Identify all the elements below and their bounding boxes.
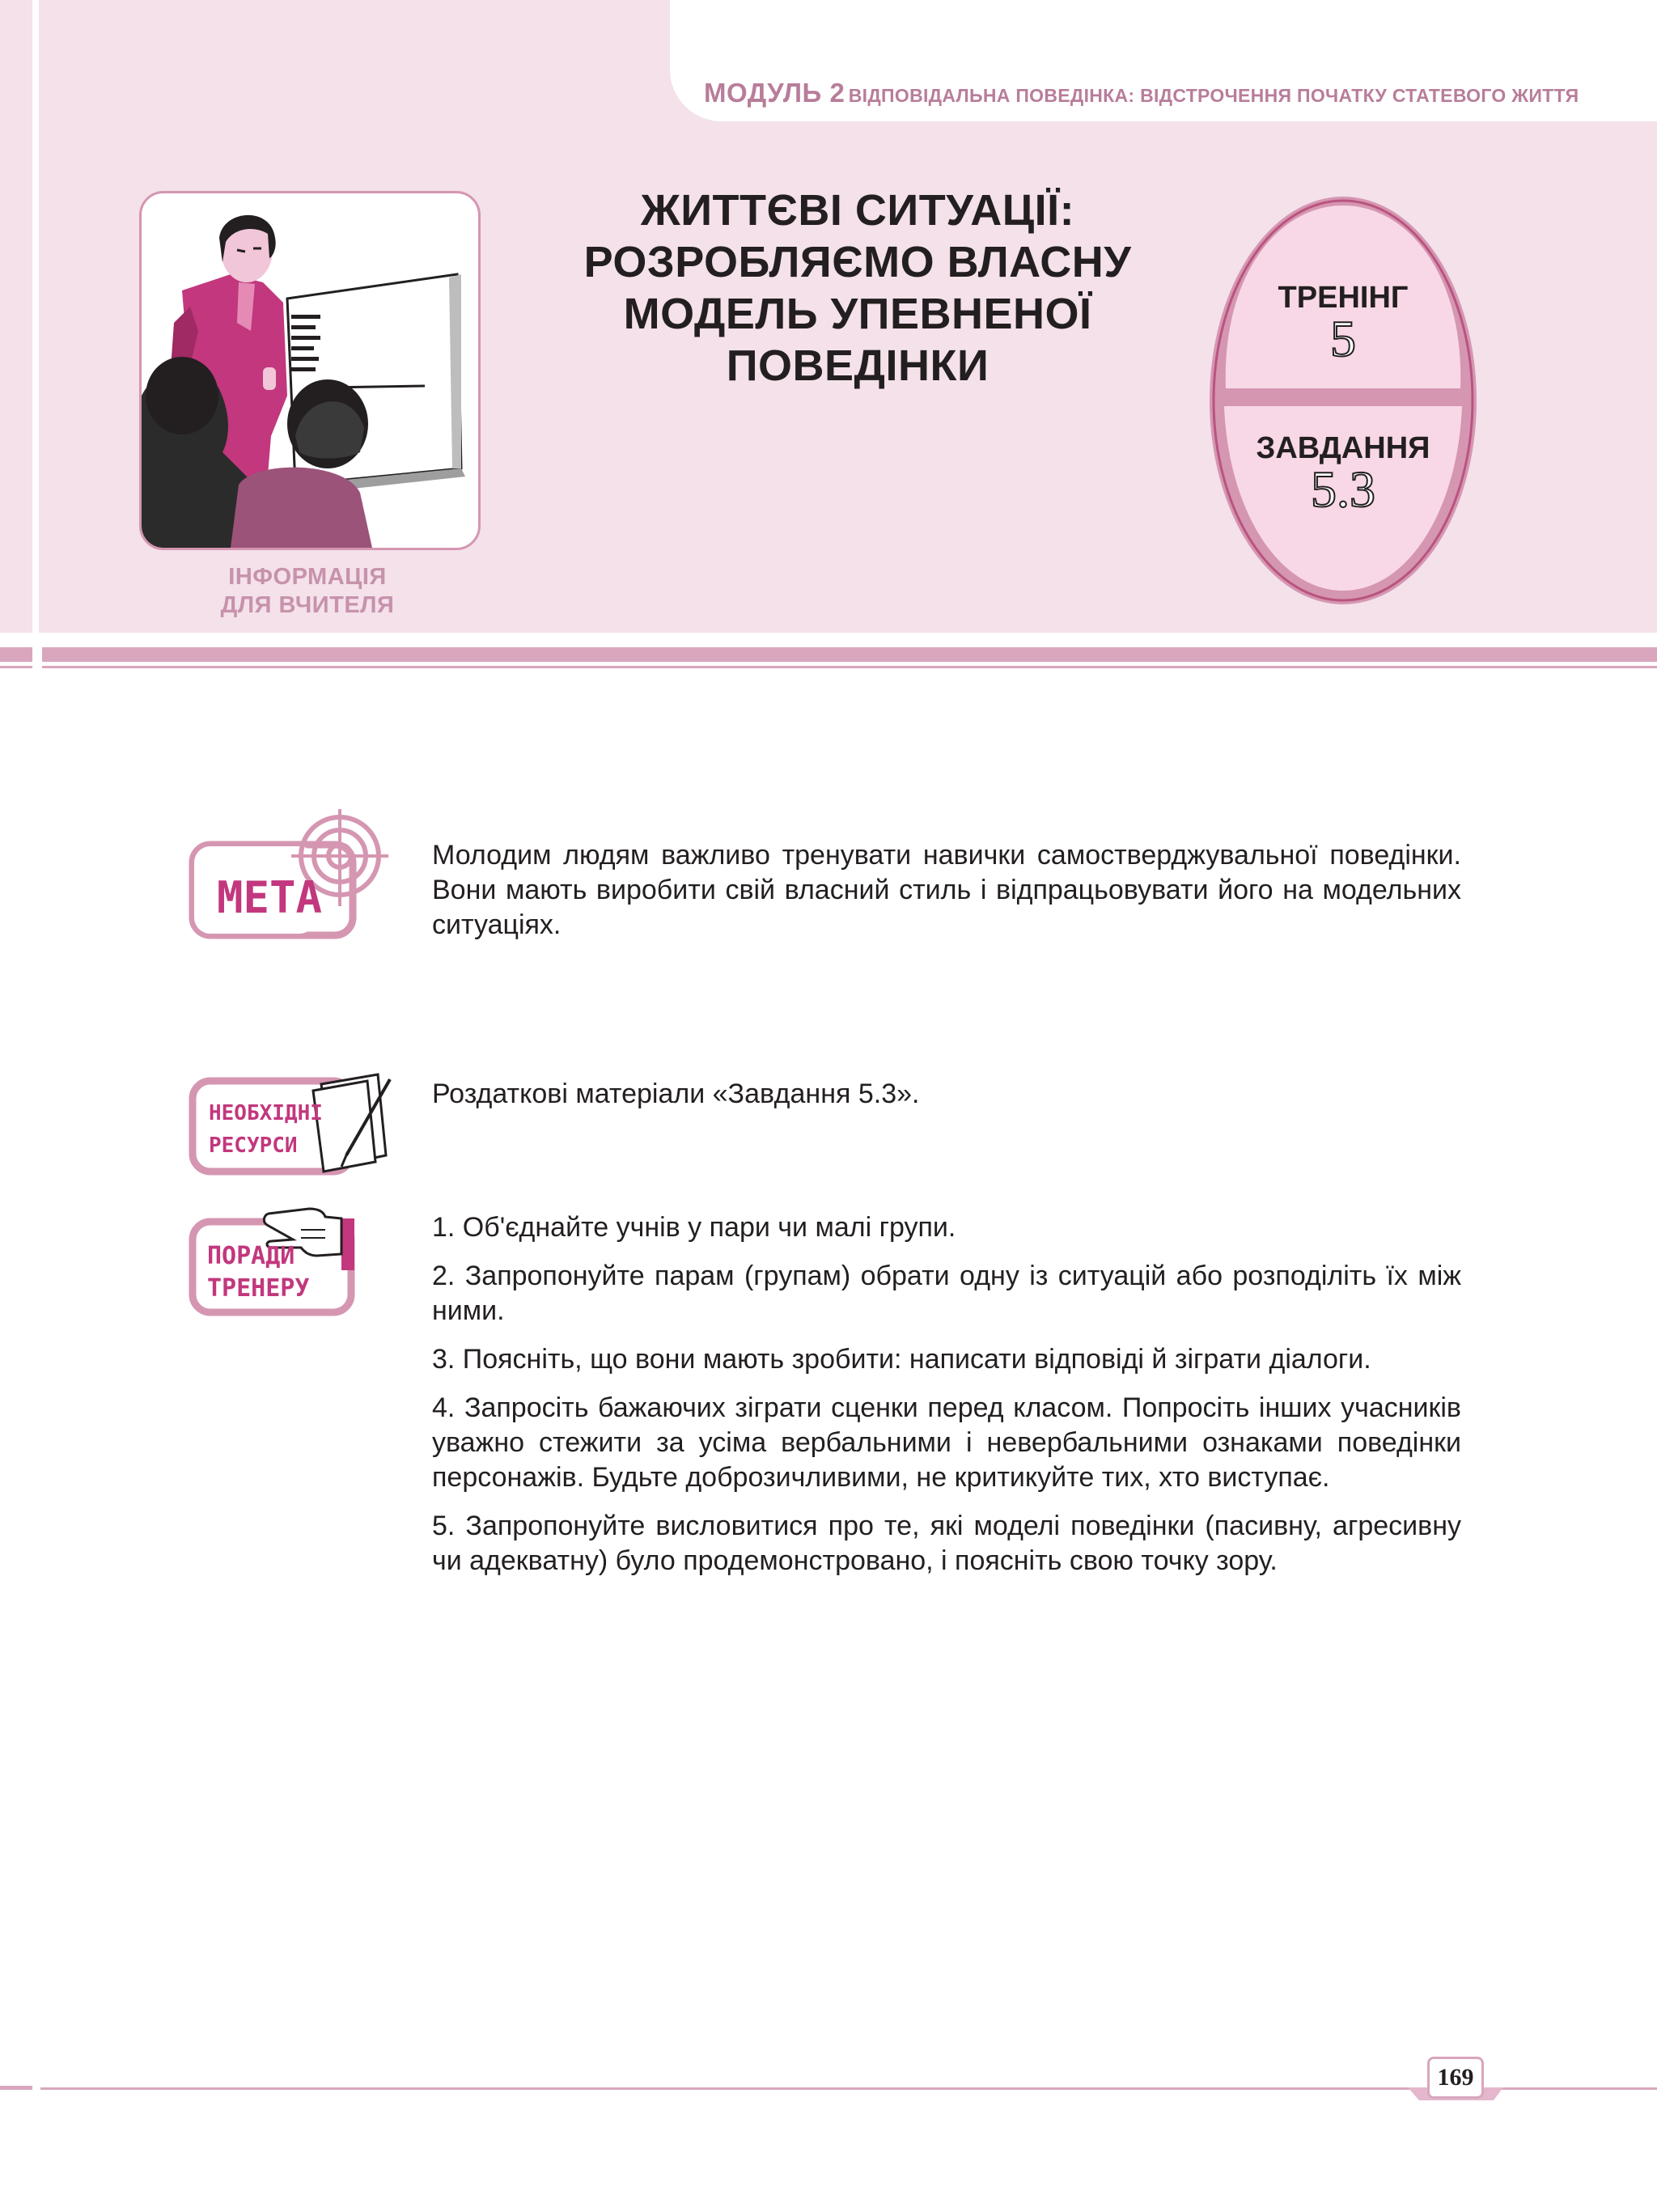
resources-icon-line-2: РЕСУРСИ [209, 1134, 298, 1158]
goal-section-icon [188, 809, 390, 947]
teacher-illustration [139, 191, 481, 550]
presentation-scene-icon [142, 193, 478, 548]
training-label: ТРЕНІНГ [1278, 281, 1409, 315]
tips-icon-line-2: ТРЕНЕРУ [207, 1274, 310, 1303]
stripe-gap [32, 639, 42, 672]
resources-section-icon [188, 1068, 398, 1181]
title-line-2: РОЗРОБЛЯЄМО ВЛАСНУ [583, 238, 1132, 286]
page-title [550, 184, 1165, 392]
resources-icon-line-1: НЕОБХІДНІ [209, 1101, 323, 1125]
title-line-4: ПОВЕДІНКИ [726, 341, 990, 390]
target-icon [188, 809, 390, 947]
info-label-line-2: ДЛЯ ВЧИТЕЛЯ [220, 592, 395, 618]
title-line-3: МОДЕЛЬ УПЕВНЕНОЇ [623, 290, 1092, 338]
step-1: 1. Об'єднайте учнів у пари чи малі групи. [432, 1212, 956, 1243]
step-4: 4. Запросіть бажаючих зіграти сценки перед класом. Попросіть інших учасників уважно стежити за усіма вербальними і невербальними ознаками поведінки персонажів. Будьте доброзичливими, не критикуйте тих, хто виступає. [432, 1392, 1461, 1493]
task-label: ЗАВДАННЯ [1256, 431, 1430, 465]
module-line [704, 78, 1657, 118]
task-number: 5.3 [1311, 460, 1375, 518]
tips-icon-line-1: ПОРАДИ [207, 1242, 295, 1270]
header-divider-stripe [0, 647, 1657, 662]
pointing-hand-icon [188, 1206, 366, 1319]
step-5: 5. Запропонуйте висловитися про те, які моделі поведінки (пасивну, агресивну чи адекватну) було продемонстровано, і поясніть свою точку зору. [432, 1511, 1461, 1576]
goal-icon-text: МЕТА [217, 872, 323, 923]
header-divider-thin [0, 666, 1657, 668]
tips-section-icon [188, 1206, 366, 1319]
training-number: 5 [1330, 310, 1356, 367]
left-margin-strip [0, 0, 32, 633]
documents-pencil-icon [188, 1068, 398, 1181]
footer-left-rule [0, 2086, 32, 2090]
page-number: 169 [1427, 2057, 1484, 2099]
goal-text: Молодим людям важливо тренувати навички самостверджувальної поведінки. Вони мають виробити свій власний стиль і відпрацьовувати його на модельних ситуаціях. [432, 840, 1461, 940]
info-for-teacher-label [194, 563, 421, 620]
oval-badge-shape [1206, 194, 1481, 607]
module-subtitle: ВІДПОВІДАЛЬНА ПОВЕДІНКА: ВІДСТРОЧЕННЯ ПОЧАТКУ СТАТЕВОГО ЖИТТЯ [848, 85, 1579, 106]
trainer-steps [432, 1210, 1461, 1592]
module-label: МОДУЛЬ 2 [704, 78, 845, 108]
title-line-1: ЖИТТЄВІ СИТУАЦІЇ: [640, 186, 1075, 235]
training-task-badge [1206, 194, 1481, 607]
info-label-line-1: ІНФОРМАЦІЯ [228, 564, 387, 590]
step-3: 3. Поясніть, що вони мають зробити: написати відповіді й зіграти діалоги. [432, 1344, 1371, 1375]
step-2: 2. Запропонуйте парам (групам) обрати одну із ситуацій або розподіліть їх між ними. [432, 1261, 1461, 1326]
resources-text: Роздаткові матеріали «Завдання 5.3». [432, 1078, 920, 1109]
